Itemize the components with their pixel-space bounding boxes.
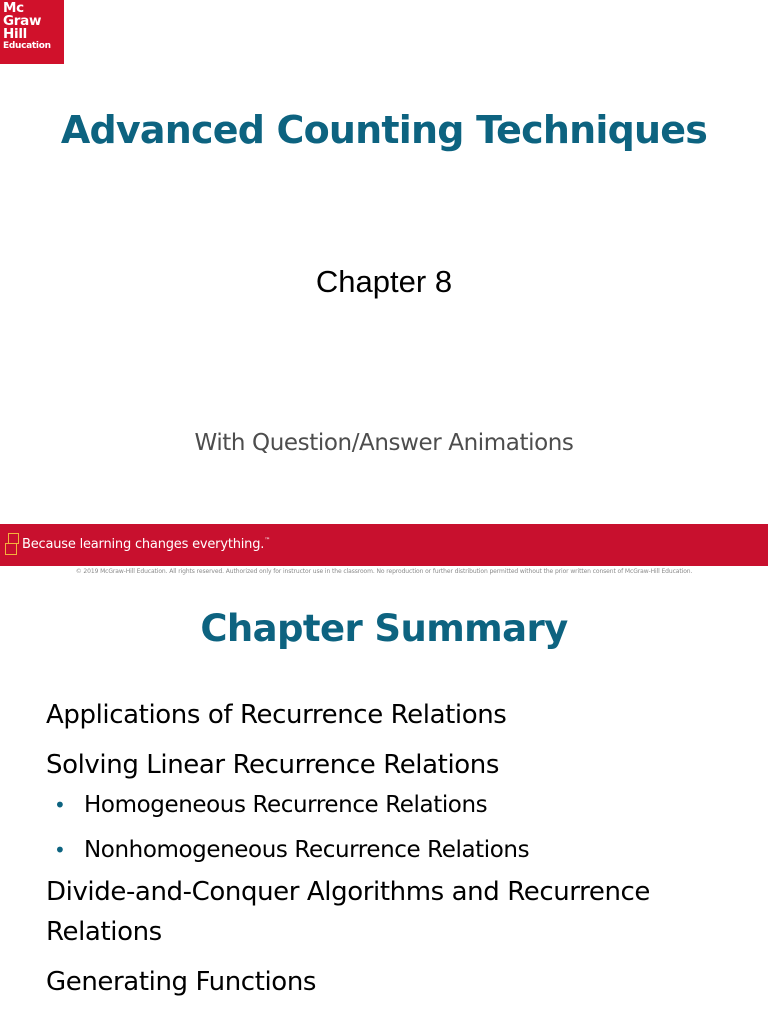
trademark-symbol: ™: [264, 537, 270, 544]
logo-line-2: Graw: [3, 13, 42, 29]
summary-list: [46, 695, 746, 1012]
list-item-text: Homogeneous Recurrence Relations: [84, 792, 488, 818]
logo-line-3: Hill: [3, 26, 27, 42]
copyright-notice: © 2019 McGraw-Hill Education. All rights reserved. Authorized only for instructor use in the classroom. No reproduction or further distribution permitted without the prior written consent of McGraw-Hill Education.: [75, 568, 693, 575]
brand-tagline: [22, 537, 270, 552]
brand-bar: [0, 524, 768, 566]
summary-slide: [0, 576, 768, 1024]
slide-title: Advanced Counting Techniques: [60, 108, 708, 152]
bullet-icon: •: [54, 838, 66, 862]
list-item-sub: [54, 789, 746, 821]
chapter-label: Chapter 8: [315, 264, 453, 299]
list-item: Applications of Recurrence Relations: [46, 700, 507, 730]
list-item-sub: [54, 834, 746, 866]
brand-mark-icon: [5, 533, 19, 555]
summary-title: Chapter Summary: [200, 607, 568, 650]
slide-subtitle: With Question/Answer Animations: [194, 430, 574, 456]
list-item-text: Nonhomogeneous Recurrence Relations: [84, 837, 530, 863]
logo-line-4: Education: [3, 41, 51, 51]
brand-tagline-text: Because learning changes everything.: [22, 537, 265, 552]
bullet-icon: •: [54, 793, 66, 817]
list-item: Solving Linear Recurrence Relations: [46, 750, 500, 780]
list-item: Generating Functions: [46, 967, 317, 997]
list-item: Divide-and-Conquer Algorithms and Recurrence Relations: [46, 877, 651, 947]
logo-line-1: Mc: [3, 0, 24, 16]
mcgraw-hill-logo: [0, 0, 64, 64]
